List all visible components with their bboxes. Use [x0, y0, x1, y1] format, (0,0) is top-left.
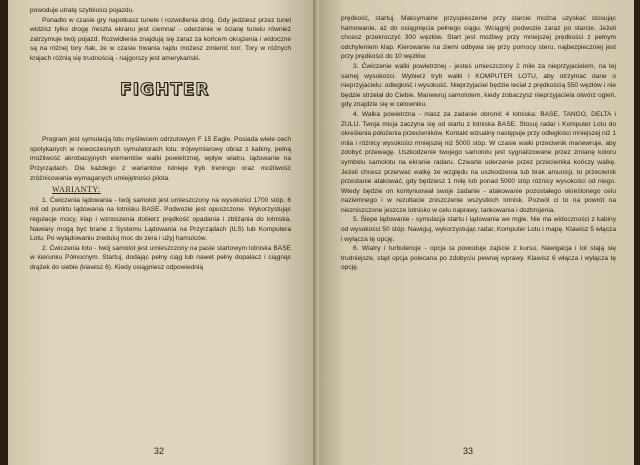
book-gutter [313, 0, 319, 465]
left-page [8, 0, 313, 465]
variants-heading: WARIANTY: [52, 185, 101, 195]
page-number-right: 33 [463, 446, 474, 457]
fighter-description: Program jest symulacją lotu myśliwcem odrzutowym F 15 Eagle. Posiada wiele cech spotykanych w nowoczesnych symulatorach lotu: trójwymiarowy obraz z kabiny, pełną możliwość akrobacyjnych elementów walki powietrznej, wpływ wiatru, lądowanie na Przyrządach. Dla każdego z wariantów istnieje tryb treningu oraz możliwość zróżnicowania wymaganych umiejętności pilota. [30, 136, 291, 182]
variant-paragraph-1: 1. Ćwiczenia lądowania - twój samolot jest umieszczony na wysokości 1700 stóp, 6 mil od punktu lądowania na lotnisku BASE. Podwozie jest opuszczone. Wykorzystując regulacje mocy, klap i wznoszenia dobierz prędkość opadania i zbliżania do lotniska. Nawiary mogą być brane z Systemu Lądowania na Przyrządach (ILS) lub Komputera Lotu. Po wylądowaniu zreduluj moc do zera i użyj hamulców. [30, 196, 291, 243]
right-paragraph-5: 6. Wiatry i turbulencje - opcja ta powoduje zajście z kursu. Nawigacja i lot stają się trudniejsze, stąd opcja polecana po zdobyciu pewnej wprawy. Klawisz 6 włącza i wyłącza tę opcję. [341, 245, 616, 272]
right-paragraph-1: prędkość, startuj. Maksymalne przyspieszenie przy starcie można uzyskać stosując hamowanie, aż do osiągnięcia pełnego ciągu. Wciągnij podwozie zaraz po starcie. Jeżeli chcesz przekroczyć 300 węzłów. Start jest możliwy przy mniejszej prędkości z pełnym odchyleniem klap. Kierowanie na ziemi odbywa się przy pomocy steru, najbezpieczniej jest przy prędkości do 10 węzłów. [341, 15, 616, 61]
page-title: FIGHTER [120, 79, 210, 100]
right-paragraph-3: 4. Walka powietrzna - masz za zadanie obronić 4 lotniska: BASE, TANGO, DELTA i ZULU. Twoja misja zaczyna się od startu z lotniska BASE. Stosuj radar i Komputer Lotu do określenia położenia przeciwników. Kontakt wizualny następuje przy odległości mniejszej niż 1 mila i różnicy wysokości mniejszej niż 5000 stóp. W czasie walki przeciwnik manewruje, aby zdobyć przewagę. Uszkodzenie twojego samolotu jest sygnalizowane przez zmianę koloru symbolu samolotu na ekranie radaru. Czwarte uderzenie przez przeciwnika kończy walkę. Jeżeli chcesz przerwać walkę ze względu na uszkodzenia lub brak amunicji, to przeciwnik przestanie atakować, gdy będziesz 1 milę lub ponad 5000 stóp różnicy wysokości od niego. Wtedy będzie on kontynuował swoje zadanie - atakowanie pozostałego określonego celu naziemnego i w rezultacie zniszczenie wszystkich lotnisk. Pozwól ci to na powrót na niezniszczone jeszcze lotnisko w celu naprawy, tankowania i dozbrojenia. [341, 110, 616, 214]
left-paragraph-1: powoduje utratę szybkości pojazdu. [30, 7, 135, 14]
book-spread [8, 0, 634, 465]
variant-paragraph-2: 2. Ćwiczenia lotu - twój samolot jest umieszczony na pasie startowym lotniska BASE w kierunku Północnym. Startuj, dodając pełny ciąg lub nawet pełny dopalacz i ciągnąc drążek do siebie (klawisz 6). Kiedy osiągniesz odpowiednią [30, 244, 291, 271]
left-paragraph-2: Ponadto w czasie gry napotkasz tunele i rozwidlenia dróg. Gdy jedziesz przez tunel widzisz tylko drogę /reszta ekranu jest ciemna/ - uderzenie w ścianę tunelu również zatrzymuje twój pojazd. Rozwidlenia znajdują się zaraz za końcem okrążenia i widoczne są na różnej tory /tak, że w czasie trwania rajdu możesz zmienić tor/. Tory w różnych krajach różnią się trudnością - najgorszy jest amerykański. [30, 16, 291, 62]
right-paragraph-2: 3. Ćwiczenie walki powietrznej - jesteś umieszczony 2 mile za nieprzyjacielem, na tej samej wysokości. Wybierz tryb walki i KOMPUTER LOTU, aby otrzymać dane o nieprzyjacielu: odległość i wysokość. Nieprzyjaciel będzie leciał z prędkością 550 węzłów i nie będzie strzelał do Ciebie. Manewruj samolotem, kiedy zobaczysz nieprzyjaciela otwórz ogień, gdy znajdzie się w celowniku. [341, 62, 616, 109]
right-page [313, 0, 634, 465]
page-number-left: 32 [154, 446, 165, 457]
right-paragraph-4: 5. Ślepe lądowanie - symulacja startu i lądowania we mgle. Nie ma widoczności z kabiny od wysokości 50 stóp. Nawiguj, wykorzystując radar, Komputer Lotu i mapę. Klawisz 5 włącza i wyłącza tę opcję. [341, 216, 616, 243]
